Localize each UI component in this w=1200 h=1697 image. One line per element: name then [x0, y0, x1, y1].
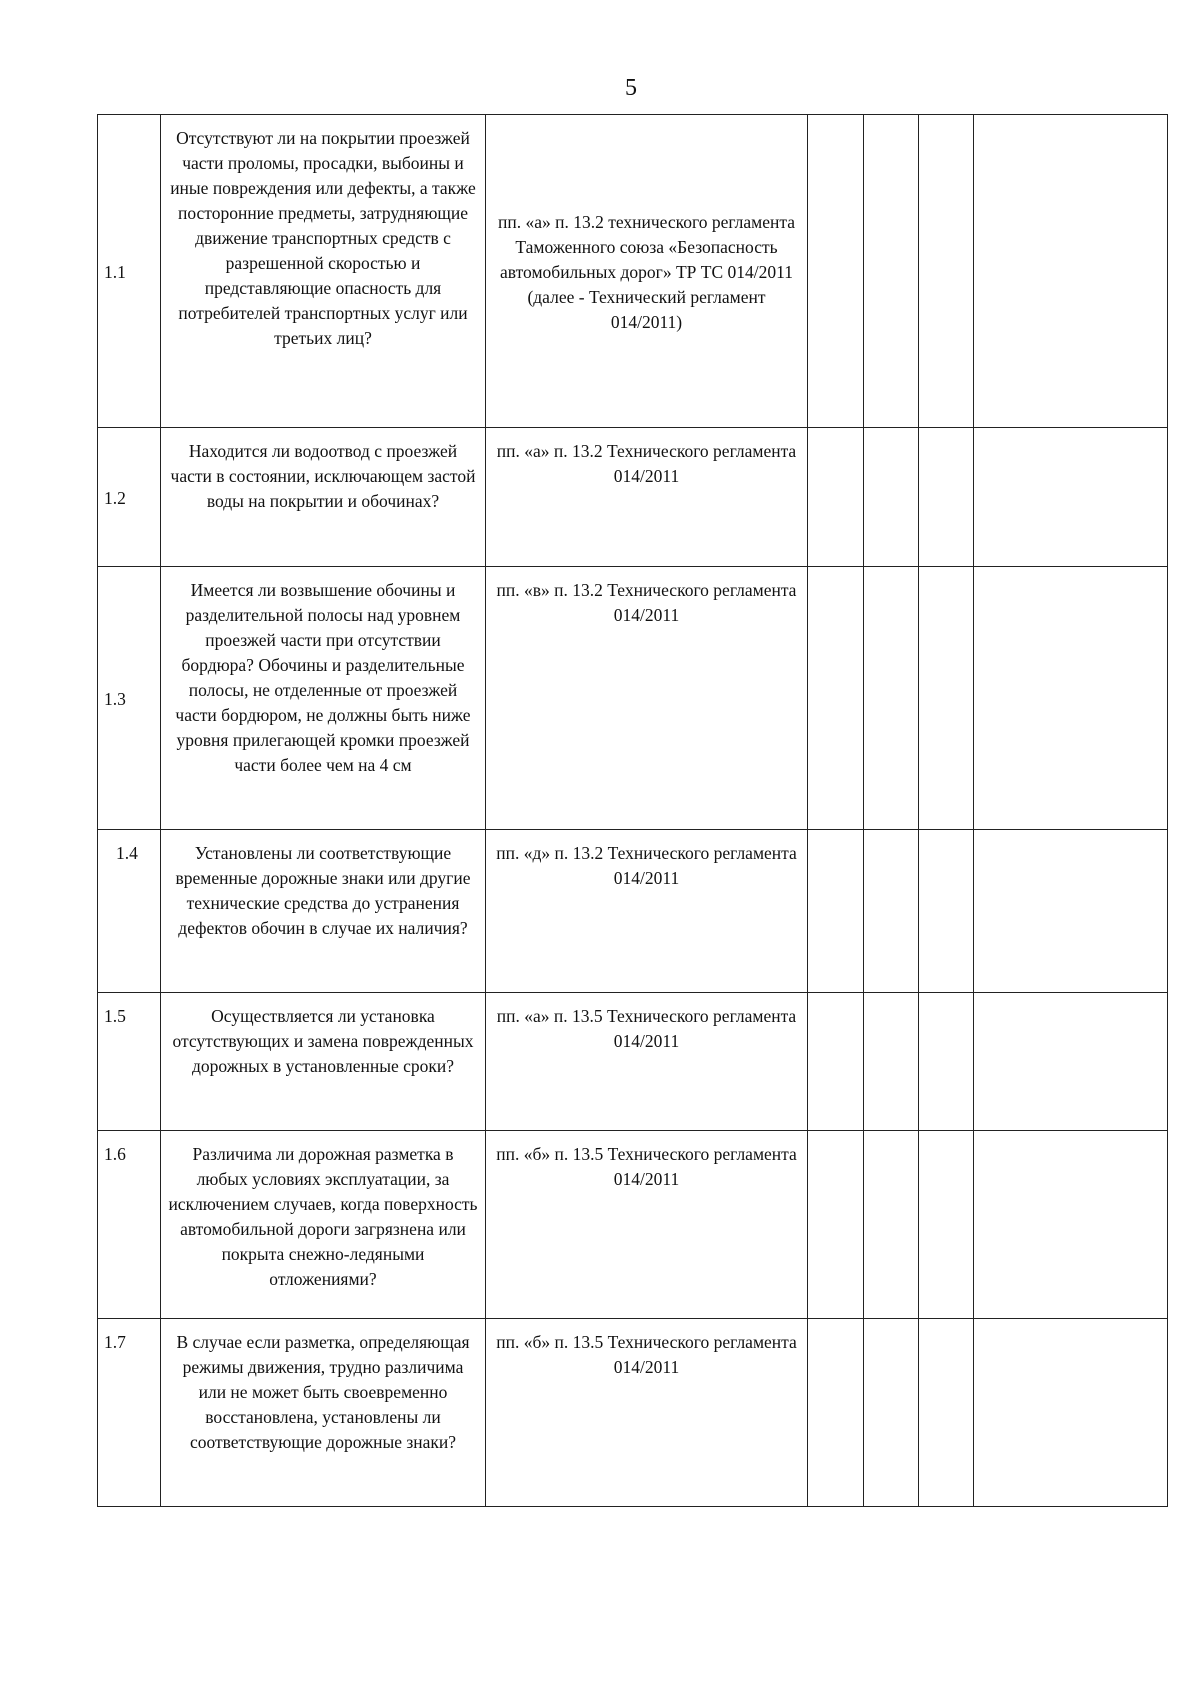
answer-yes-cell[interactable]: [808, 830, 864, 993]
item-number: 1.2: [98, 428, 161, 567]
answer-not-applicable-cell[interactable]: [919, 1131, 974, 1319]
question-text: Находится ли водоотвод с проезжей части в состоянии, исключающем застой воды на покрытии и обочинах?: [161, 428, 486, 567]
answer-not-applicable-cell[interactable]: [919, 428, 974, 567]
regulation-reference: пп. «в» п. 13.2 Технического регламента 014/2011: [486, 567, 808, 830]
regulation-reference: пп. «а» п. 13.5 Технического регламента 014/2011: [486, 993, 808, 1131]
item-number: 1.1: [98, 115, 161, 428]
question-text: Различима ли дорожная разметка в любых условиях эксплуатации, за исключением случаев, когда поверхность автомобильной дороги загрязнена или покрыта снежно-ледяными отложениями?: [161, 1131, 486, 1319]
regulation-reference: пп. «д» п. 13.2 Технического регламента 014/2011: [486, 830, 808, 993]
item-number: 1.6: [98, 1131, 161, 1319]
note-cell[interactable]: [974, 1319, 1168, 1507]
note-cell[interactable]: [974, 1131, 1168, 1319]
table-row: [98, 115, 1168, 428]
answer-not-applicable-cell[interactable]: [919, 115, 974, 428]
table-row: [98, 1319, 1168, 1507]
item-number: 1.3: [98, 567, 161, 830]
table-row: [98, 428, 1168, 567]
table-row: [98, 567, 1168, 830]
item-number: 1.4: [98, 830, 161, 993]
answer-yes-cell[interactable]: [808, 567, 864, 830]
question-text: Осуществляется ли установка отсутствующих и замена поврежденных дорожных в установленные сроки?: [161, 993, 486, 1131]
question-text: Имеется ли возвышение обочины и разделительной полосы над уровнем проезжей части при отсутствии бордюра? Обочины и разделительные полосы, не отделенные от проезжей части бордюром, не должны быть ниже уровня прилегающей кромки проезжей части более чем на 4 см: [161, 567, 486, 830]
note-cell[interactable]: [974, 993, 1168, 1131]
answer-not-applicable-cell[interactable]: [919, 567, 974, 830]
item-number: 1.5: [98, 993, 161, 1131]
answer-not-applicable-cell[interactable]: [919, 830, 974, 993]
answer-no-cell[interactable]: [864, 428, 919, 567]
regulation-reference: пп. «а» п. 13.2 технического регламента Таможенного союза «Безопасность автомобильных дорог» ТР ТС 014/2011 (далее - Технический регламент 014/2011): [486, 115, 808, 428]
regulation-reference: пп. «б» п. 13.5 Технического регламента 014/2011: [486, 1319, 808, 1507]
page-number: 5: [625, 75, 637, 101]
answer-yes-cell[interactable]: [808, 428, 864, 567]
answer-yes-cell[interactable]: [808, 993, 864, 1131]
question-text: В случае если разметка, определяющая режимы движения, трудно различима или не может быть своевременно восстановлена, установлены ли соответствующие дорожные знаки?: [161, 1319, 486, 1507]
note-cell[interactable]: [974, 428, 1168, 567]
answer-not-applicable-cell[interactable]: [919, 993, 974, 1131]
note-cell[interactable]: [974, 567, 1168, 830]
answer-yes-cell[interactable]: [808, 1131, 864, 1319]
answer-no-cell[interactable]: [864, 993, 919, 1131]
answer-no-cell[interactable]: [864, 567, 919, 830]
checklist-table: [97, 114, 1168, 1507]
answer-no-cell[interactable]: [864, 1131, 919, 1319]
answer-no-cell[interactable]: [864, 830, 919, 993]
answer-no-cell[interactable]: [864, 1319, 919, 1507]
item-number: 1.7: [98, 1319, 161, 1507]
question-text: Отсутствуют ли на покрытии проезжей части проломы, просадки, выбоины и иные повреждения или дефекты, а также посторонние предметы, затрудняющие движение транспортных средств с разрешенной скоростью и представляющие опасность для потребителей транспортных услуг или третьих лиц?: [161, 115, 486, 428]
answer-yes-cell[interactable]: [808, 115, 864, 428]
question-text: Установлены ли соответствующие временные дорожные знаки или другие технические средства до устранения дефектов обочин в случае их наличия?: [161, 830, 486, 993]
table-row: [98, 993, 1168, 1131]
regulation-reference: пп. «а» п. 13.2 Технического регламента 014/2011: [486, 428, 808, 567]
answer-no-cell[interactable]: [864, 115, 919, 428]
table-row: [98, 830, 1168, 993]
note-cell[interactable]: [974, 115, 1168, 428]
note-cell[interactable]: [974, 830, 1168, 993]
answer-yes-cell[interactable]: [808, 1319, 864, 1507]
regulation-reference: пп. «б» п. 13.5 Технического регламента 014/2011: [486, 1131, 808, 1319]
table-row: [98, 1131, 1168, 1319]
answer-not-applicable-cell[interactable]: [919, 1319, 974, 1507]
